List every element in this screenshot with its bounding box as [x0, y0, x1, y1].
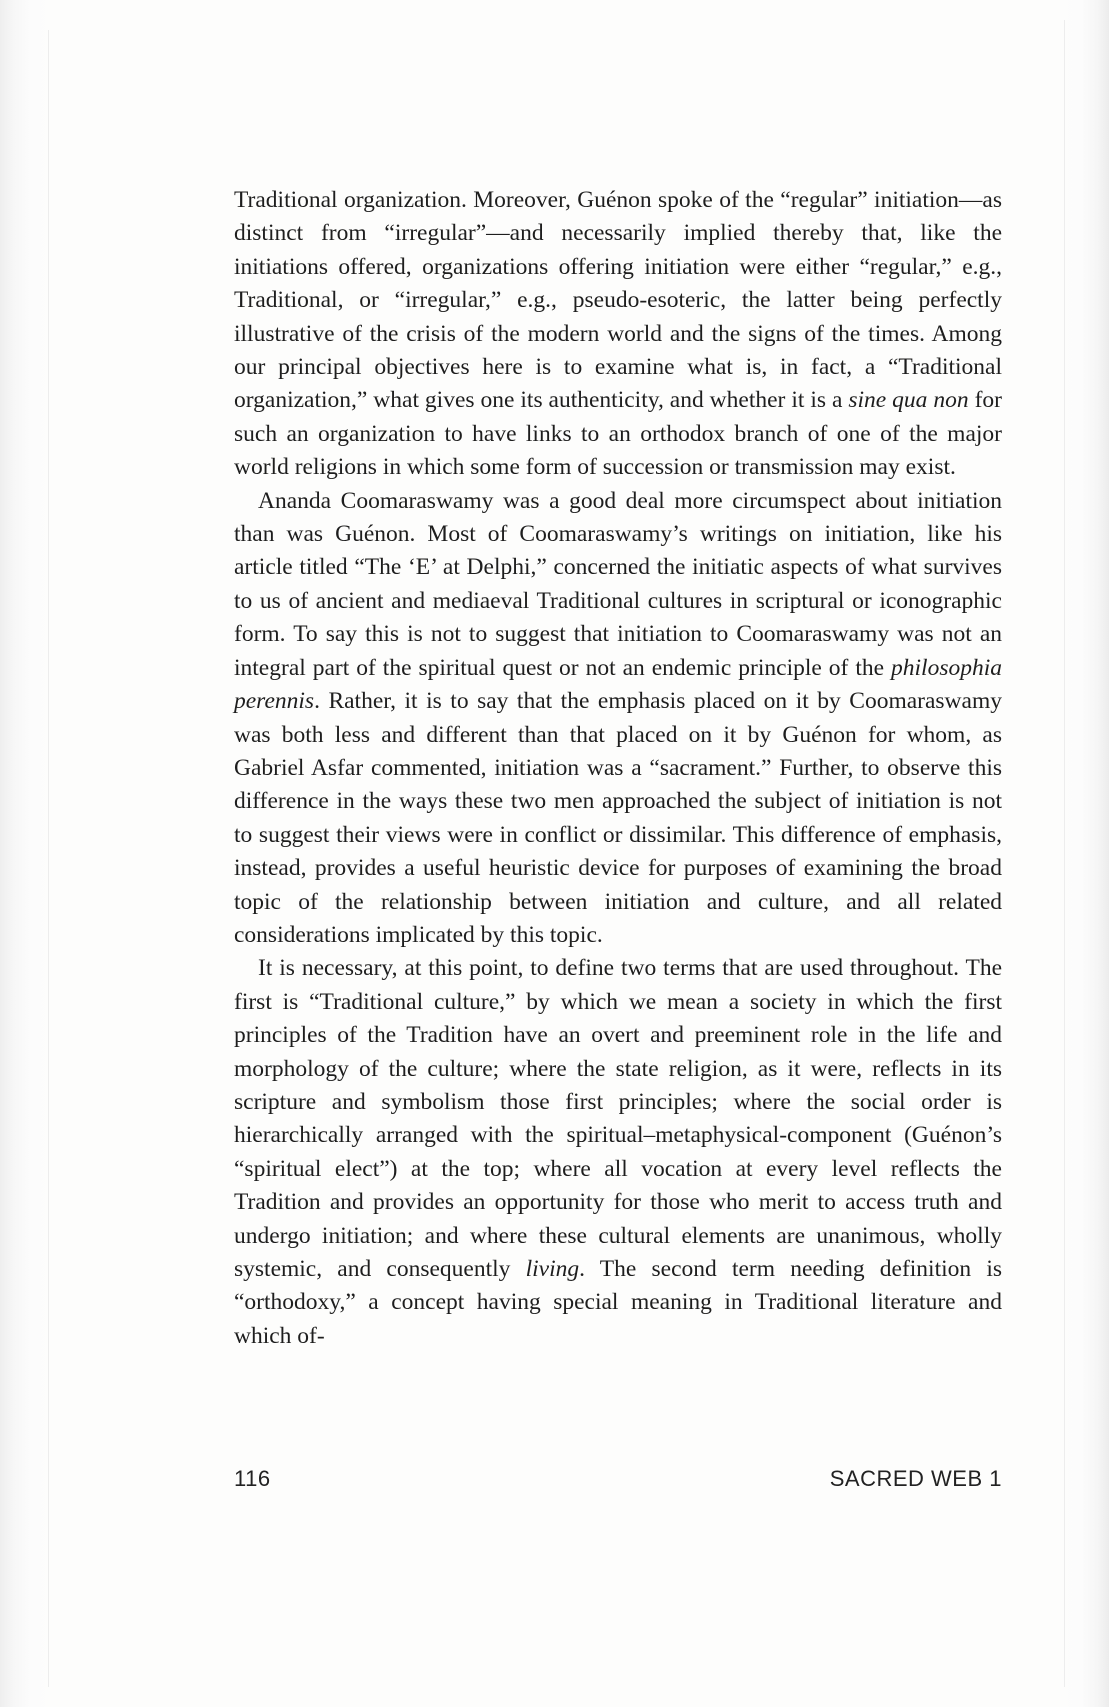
- text-run: Traditional organization. Moreover, Guénon spoke of the “regular” initiation—as distinct from “irregular”—and necessarily implied thereby that, like the initiations offered, organizations offering initiation were either “regular,” e.g., Traditional, or “irregular,” e.g., pseudo-esoteric, the latter being perfectly illustrative of the crisis of the modern world and the signs of the times. Among our principal objectives here is to examine what is, in fact, a “Traditional organization,” what gives one its authenticity, and whether it is a: [234, 187, 1002, 414]
- text-run: . Rather, it is to say that the emphasis placed on it by Coomaraswamy was both less and different than that placed on it by Guénon for whom, as Gabriel Asfar commented, initiation was a “sacrament.” Further, to observe this difference in the ways these two men approached the subject of initiation is not to suggest their views were in conflict or dissimilar. This difference of emphasis, instead, provides a useful heuristic device for purposes of examining the broad topic of the relationship between initiation and culture, and all related considerations implicated by this topic.: [234, 688, 1002, 948]
- italic-text: sine qua non: [848, 387, 969, 414]
- scan-line-left: [48, 30, 49, 1687]
- text-run: Ananda Coomaraswamy was a good deal more circumspect about initiation than was Guénon. Most of Coomaraswamy’s writings on initiation, like his article titled “The ‘E’ at Delphi,” concerned the initiatic aspects of what survives to us of ancient and mediaeval Traditional cultures in scriptural or iconographic form. To say this is not to suggest that initiation to Coomaraswamy was not an integral part of the spiritual quest or not an endemic principle of the: [234, 487, 1002, 681]
- text-run: It is necessary, at this point, to define two terms that are used throughout. The first is “Traditional culture,” by which we mean a society in which the first principles of the Tradition have an overt and preeminent role in the life and morphology of the culture; where the state religion, as it were, reflects in its scripture and symbolism those first principles; where the social order is hierarchically arranged with the spiritual–metaphysical-component (Guénon’s “spiritual elect”) at the top; where all vocation at every level reflects the Tradition and provides an opportunity for those who merit to access truth and undergo initiation; and where these cultural elements are unanimous, wholly systemic, and consequently: [234, 955, 1002, 1282]
- running-title: SACRED WEB 1: [829, 1466, 1002, 1491]
- scan-line-right: [1064, 20, 1065, 1687]
- body-text: [234, 184, 1002, 1353]
- italic-text: philosophia perennis: [234, 654, 1002, 715]
- page-number: 116: [234, 1466, 271, 1491]
- text-run: for such an organization to have links to an orthodox branch of one of the major world religions in which some form of succession or transmission may exist.: [234, 387, 1002, 481]
- paragraph: [234, 952, 1002, 1353]
- page-footer: [234, 1466, 1002, 1492]
- italic-text: living: [525, 1256, 580, 1282]
- scan-edge-right: [1063, 0, 1109, 1707]
- paragraph: [234, 485, 1002, 953]
- paragraph: [234, 184, 1002, 485]
- scan-edge-left: [0, 0, 52, 1707]
- text-run: . The second term needing definition is “orthodoxy,” a concept having special meaning in Traditional literature and which of-: [234, 1256, 1002, 1349]
